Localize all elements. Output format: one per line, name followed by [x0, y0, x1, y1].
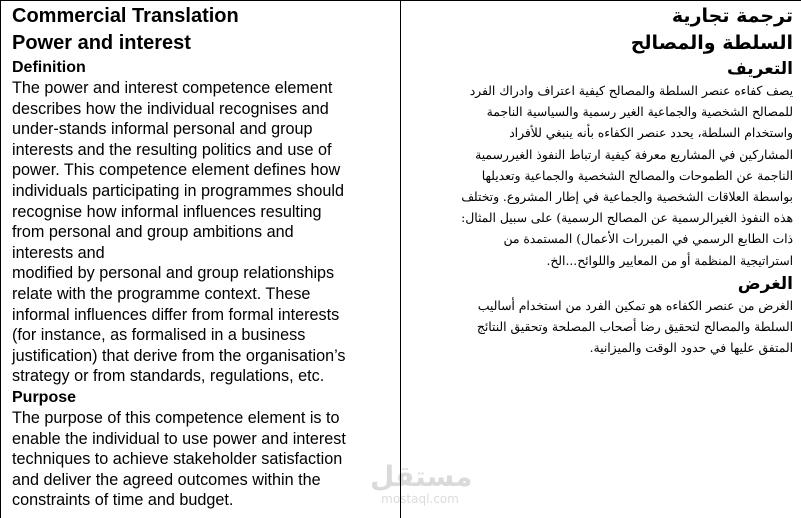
watermark-logo-text: مستقل	[370, 460, 473, 493]
english-purpose-heading: Purpose	[12, 388, 77, 406]
arabic-purpose-heading: الغرض	[737, 273, 793, 294]
watermark-url-text: mostaql.com	[381, 492, 459, 506]
english-purpose-text: The purpose of this competence element is to enable the individual to use power and interest techniques to achieve stakeholder satisfaction and deliver the agreed outcomes within the constraints of time and budget.	[12, 408, 346, 510]
english-title-line1: Commercial Translation	[12, 5, 239, 27]
arabic-purpose-text: الغرض من عنصر الكفاءه هو تمكين الفرد من استخدام أساليب السلطة والمصالح لتحقيق رضا أصحاب المصلحة وتحقيق النتائج المتفق عليها في حدود الوقت والميزانية.	[476, 298, 793, 356]
english-definition-heading: Definition	[12, 59, 86, 76]
arabic-definition-heading: التعريف	[727, 59, 793, 79]
arabic-title-line1: ترجمة تجارية	[671, 5, 793, 27]
english-definition-text: The power and interest competence element describes how the individual recognises and under-stands informal personal and group interests and the resulting politics and use of power. This competence element defines how individuals participating in programmes should recognise how informal influences resulting from personal and group ambitions and interests and modified by personal and group relationships relate with the programme context. These informal influences differ from formal interests (for instance, as formalised in a business justification) that derive from the organisation’s strategy or from standards, regulations, etc.	[12, 79, 346, 386]
arabic-column	[401, 1, 801, 518]
arabic-definition-text: يصف كفاءه عنصر السلطة والمصالح كيفية اعتراف وادراك الفرد للمصالح الشخصية والجماعية الغير رسمية والسياسية الناجمة واستخدام السلطة، يحدد عنصر الكفاءه بأنه ينبغي للأفراد المشاركين في المشاريع معرفة كيفية ارتباط النفوذ الغيررسمية الناجمة عن الطموحات والمصالح الشخصية والجماعية وتعديلها بواسطة العلاقات الشخصية والجماعية في إطار المشروع. وتختلف هذه النفوذ الغيرالرسمية عن المصالح الرسمية) على سبيل المثال: ذات الطابع الرسمي في المبررات الأعمال) المستمدة من استراتيجية المنظمة أو من المعايير واللوائح...الخ.	[461, 84, 793, 268]
english-column	[1, 1, 401, 518]
english-title-line2: Power and interest	[12, 32, 191, 54]
arabic-title-line2: السلطة والمصالح	[630, 32, 793, 54]
